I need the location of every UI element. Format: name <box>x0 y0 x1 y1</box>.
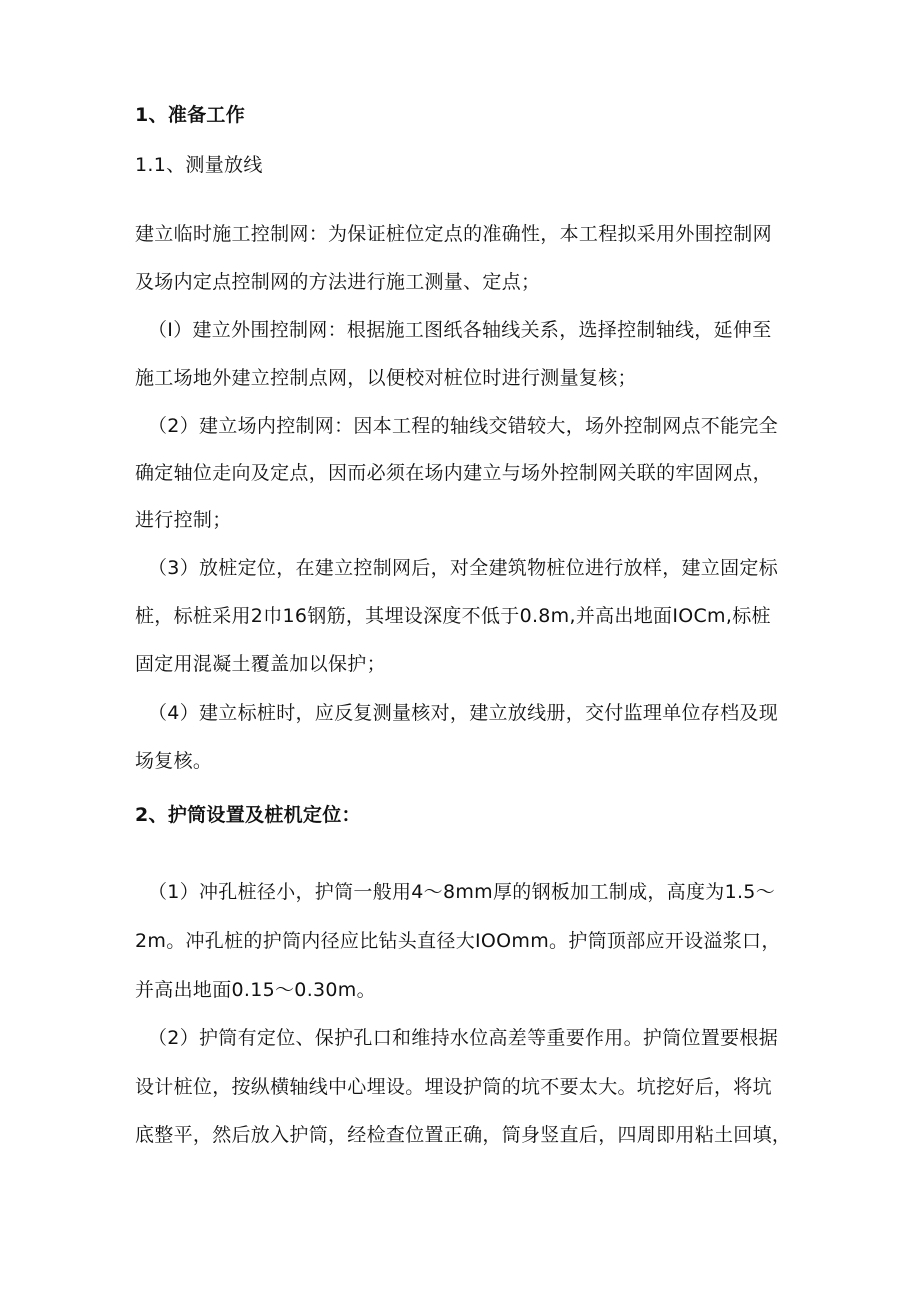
paragraph-6-line-1: （2）护筒有定位、保护孔口和维持水位高差等重要作用。护筒位置要根据 <box>148 1027 778 1049</box>
paragraph-6-line-2: 设计桩位，按纵横轴线中心埋设。埋设护筒的坑不要太大。坑挖好后，将坑 <box>135 1076 772 1098</box>
paragraph-1-line-1: （I）建立外围控制网：根据施工图纸各轴线关系，选择控制轴线，延伸至 <box>148 319 772 341</box>
paragraph-intro-line-2: 及场内定点控制网的方法进行施工测量、定点； <box>135 271 541 293</box>
paragraph-5-line-2: 2m。冲孔桩的护筒内径应比钻头直径大IOOmm。护筒顶部应开设溢浆口， <box>135 930 781 952</box>
paragraph-2-line-2: 确定轴位走向及定点，因而必须在场内建立与场外控制网关联的牢固网点， <box>135 462 772 484</box>
paragraph-3-line-2: 桩，标桩采用2巾16钢筋，其埋设深度不低于0.8m,并高出地面IOCm,标桩 <box>135 605 771 627</box>
paragraph-1-line-2: 施工场地外建立控制点网，以便校对桩位时进行测量复核； <box>135 367 637 389</box>
paragraph-3-line-3: 固定用混凝土覆盖加以保护； <box>135 653 386 675</box>
subsection-heading-1-1: 1.1、测量放线 <box>135 154 263 176</box>
paragraph-3-line-1: （3）放桩定位，在建立控制网后，对全建筑物桩位进行放样，建立固定标 <box>148 557 778 579</box>
paragraph-intro-line-1: 建立临时施工控制网：为保证桩位定点的准确性，本工程拟采用外围控制网 <box>135 223 772 245</box>
paragraph-6-line-3: 底整平，然后放入护筒，经检查位置正确，筒身竖直后，四周即用粘土回填， <box>135 1124 792 1146</box>
paragraph-2-line-1: （2）建立场内控制网：因本工程的轴线交错较大，场外控制网点不能完全 <box>148 415 778 437</box>
paragraph-5-line-3: 并高出地面0.15～0.30m。 <box>135 979 376 1001</box>
paragraph-4-line-1: （4）建立标桩时，应反复测量核对，建立放线册，交付监理单位存档及现 <box>148 702 778 724</box>
paragraph-5-line-1: （1）冲孔桩径小，护筒一般用4～8mm厚的钢板加工制成，高度为1.5～ <box>148 881 775 903</box>
section-heading-1: 1、准备工作 <box>135 104 246 126</box>
paragraph-2-line-3: 进行控制； <box>135 509 232 531</box>
section-heading-2: 2、护筒设置及桩机定位： <box>135 804 361 826</box>
paragraph-4-line-2: 场复核。 <box>135 750 213 772</box>
